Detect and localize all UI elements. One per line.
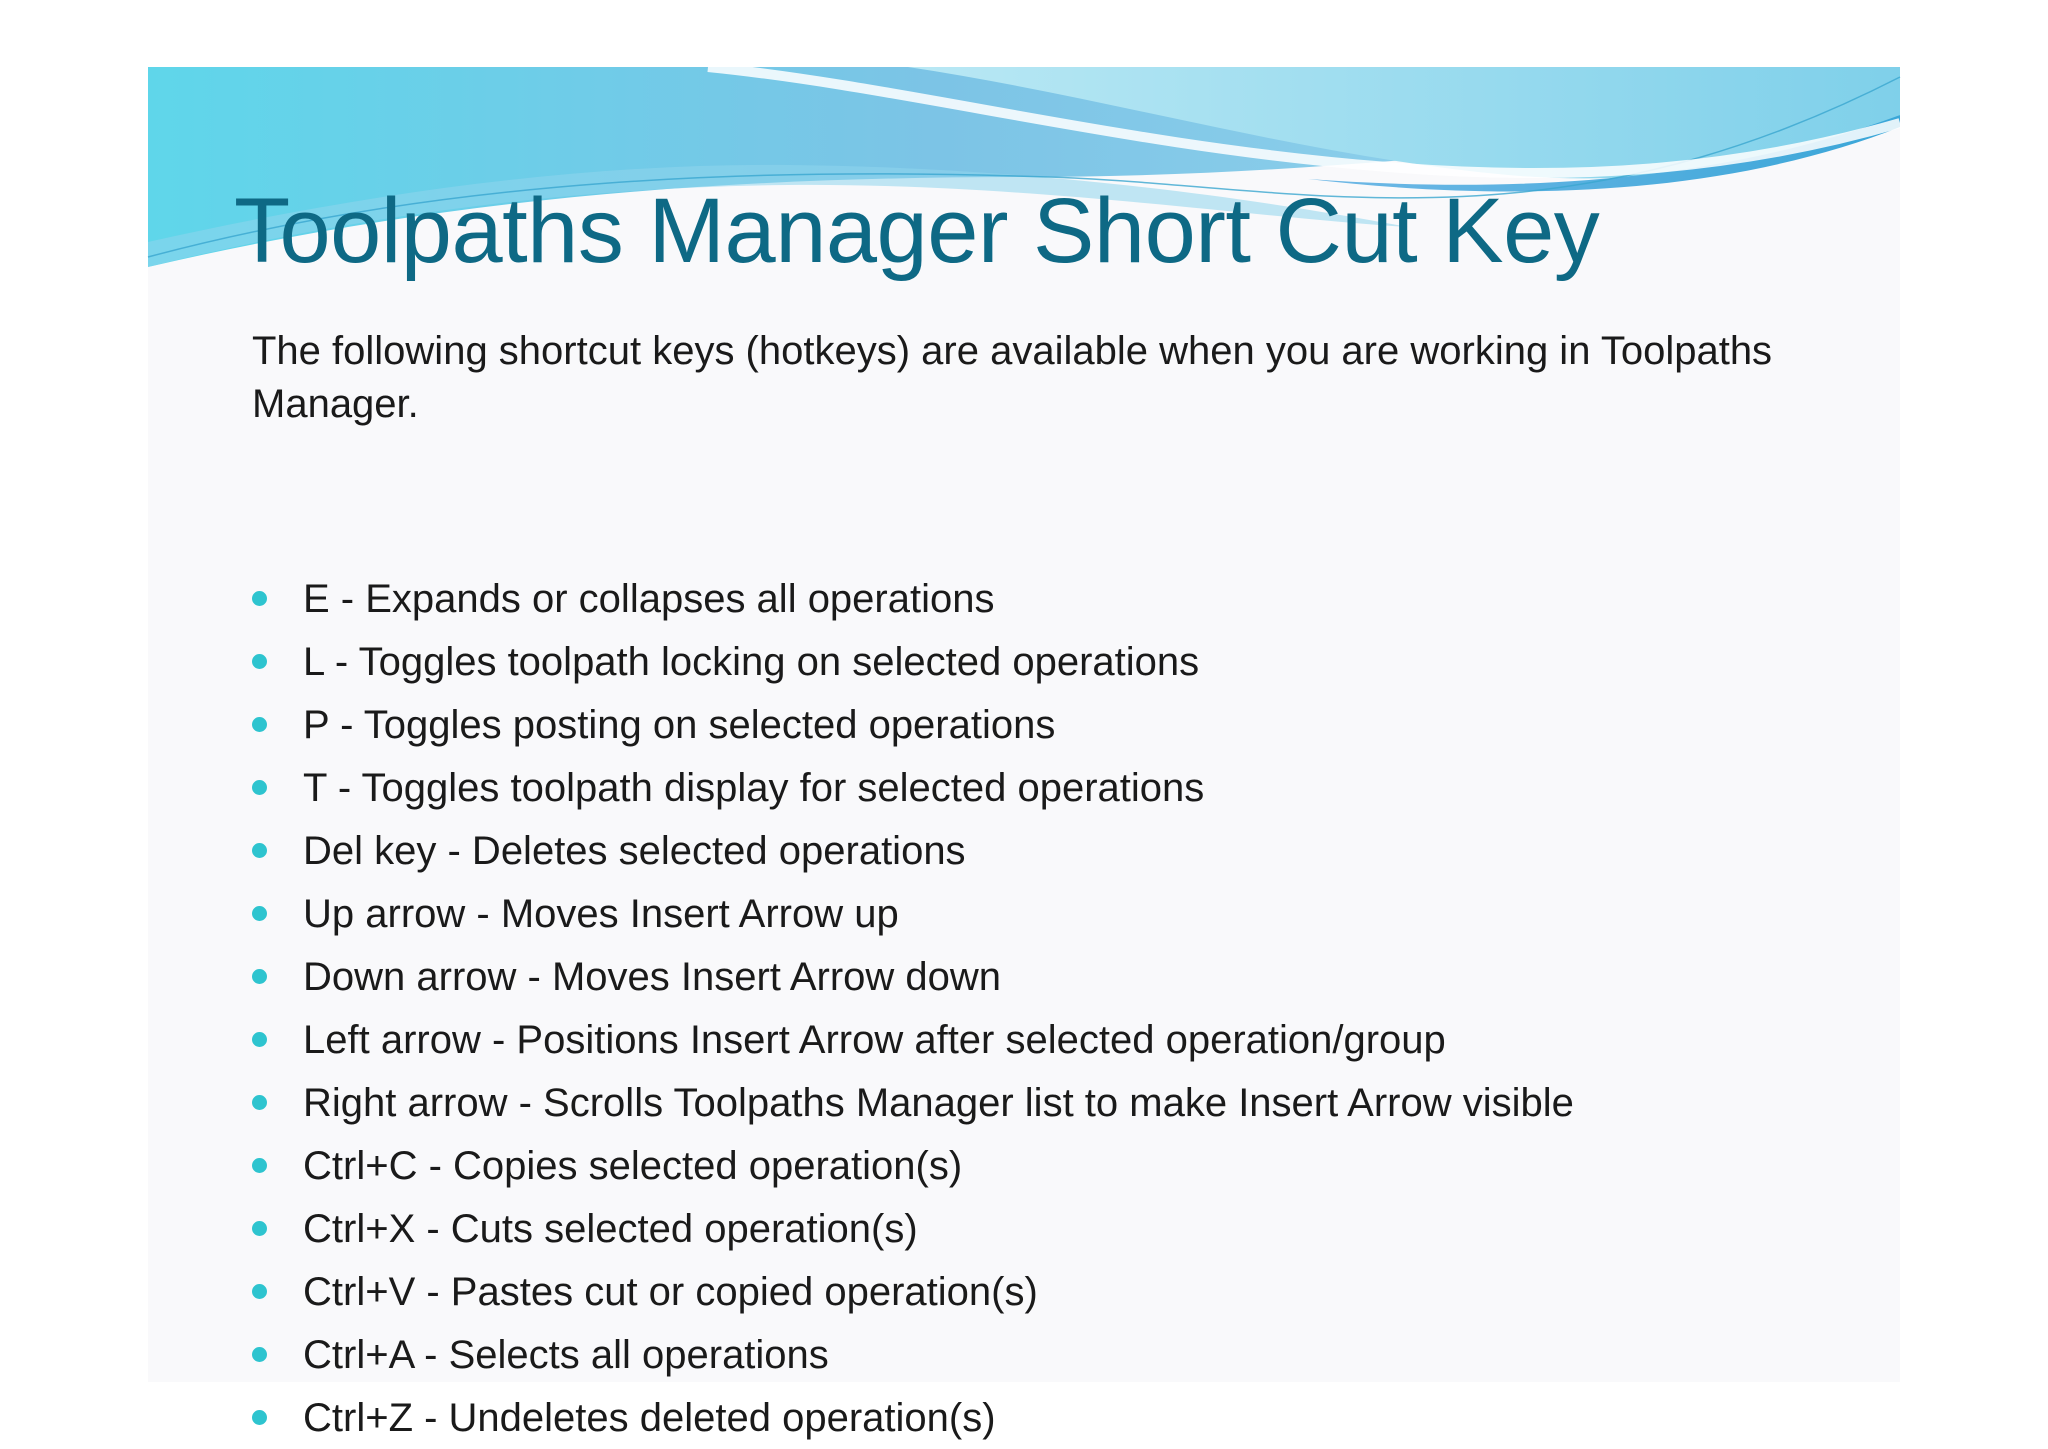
list-item bbox=[252, 693, 1574, 756]
shortcut-text: Left arrow - Positions Insert Arrow after selected operation/group bbox=[303, 1017, 1446, 1062]
shortcut-text: E - Expands or collapses all operations bbox=[303, 576, 995, 621]
list-item bbox=[252, 882, 1574, 945]
bullet-icon bbox=[252, 654, 267, 669]
bullet-icon bbox=[252, 1284, 267, 1299]
bullet-icon bbox=[252, 1032, 267, 1047]
shortcut-text: Right arrow - Scrolls Toolpaths Manager list to make Insert Arrow visible bbox=[303, 1080, 1574, 1125]
bullet-icon bbox=[252, 1410, 267, 1425]
bullet-icon bbox=[252, 969, 267, 984]
shortcut-text: L - Toggles toolpath locking on selected operations bbox=[303, 639, 1200, 684]
shortcut-text: Ctrl+V - Pastes cut or copied operation(s) bbox=[303, 1269, 1038, 1314]
shortcut-text: Ctrl+C - Copies selected operation(s) bbox=[303, 1143, 963, 1188]
bullet-icon bbox=[252, 717, 267, 732]
list-item bbox=[252, 756, 1574, 819]
list-item bbox=[252, 1386, 1574, 1449]
shortcut-text: Del key - Deletes selected operations bbox=[303, 828, 966, 873]
shortcut-text: Down arrow - Moves Insert Arrow down bbox=[303, 954, 1002, 999]
shortcut-text: P - Toggles posting on selected operations bbox=[303, 702, 1056, 747]
bullet-icon bbox=[252, 1095, 267, 1110]
bullet-icon bbox=[252, 843, 267, 858]
shortcut-text: Ctrl+X - Cuts selected operation(s) bbox=[303, 1206, 918, 1251]
shortcut-list bbox=[252, 567, 1574, 1449]
shortcut-text: Ctrl+A - Selects all operations bbox=[303, 1332, 829, 1377]
bullet-icon bbox=[252, 1158, 267, 1173]
bullet-icon bbox=[252, 1347, 267, 1362]
shortcut-text: Ctrl+Z - Undeletes deleted operation(s) bbox=[303, 1395, 996, 1440]
list-item bbox=[252, 819, 1574, 882]
bullet-icon bbox=[252, 591, 267, 606]
list-item bbox=[252, 1134, 1574, 1197]
list-item bbox=[252, 1260, 1574, 1323]
list-item bbox=[252, 1008, 1574, 1071]
list-item bbox=[252, 630, 1574, 693]
bullet-icon bbox=[252, 1221, 267, 1236]
list-item bbox=[252, 567, 1574, 630]
shortcut-text: T - Toggles toolpath display for selected operations bbox=[303, 765, 1205, 810]
page-title: Toolpaths Manager Short Cut Key bbox=[234, 180, 1600, 282]
bullet-icon bbox=[252, 906, 267, 921]
shortcut-text: Up arrow - Moves Insert Arrow up bbox=[303, 891, 899, 936]
list-item bbox=[252, 1323, 1574, 1386]
list-item bbox=[252, 1197, 1574, 1260]
list-item bbox=[252, 945, 1574, 1008]
slide bbox=[148, 67, 1900, 1440]
list-item bbox=[252, 1071, 1574, 1134]
intro-text: The following shortcut keys (hotkeys) are available when you are working in Toolpaths Manager. bbox=[252, 329, 1773, 426]
bullet-icon bbox=[252, 780, 267, 795]
